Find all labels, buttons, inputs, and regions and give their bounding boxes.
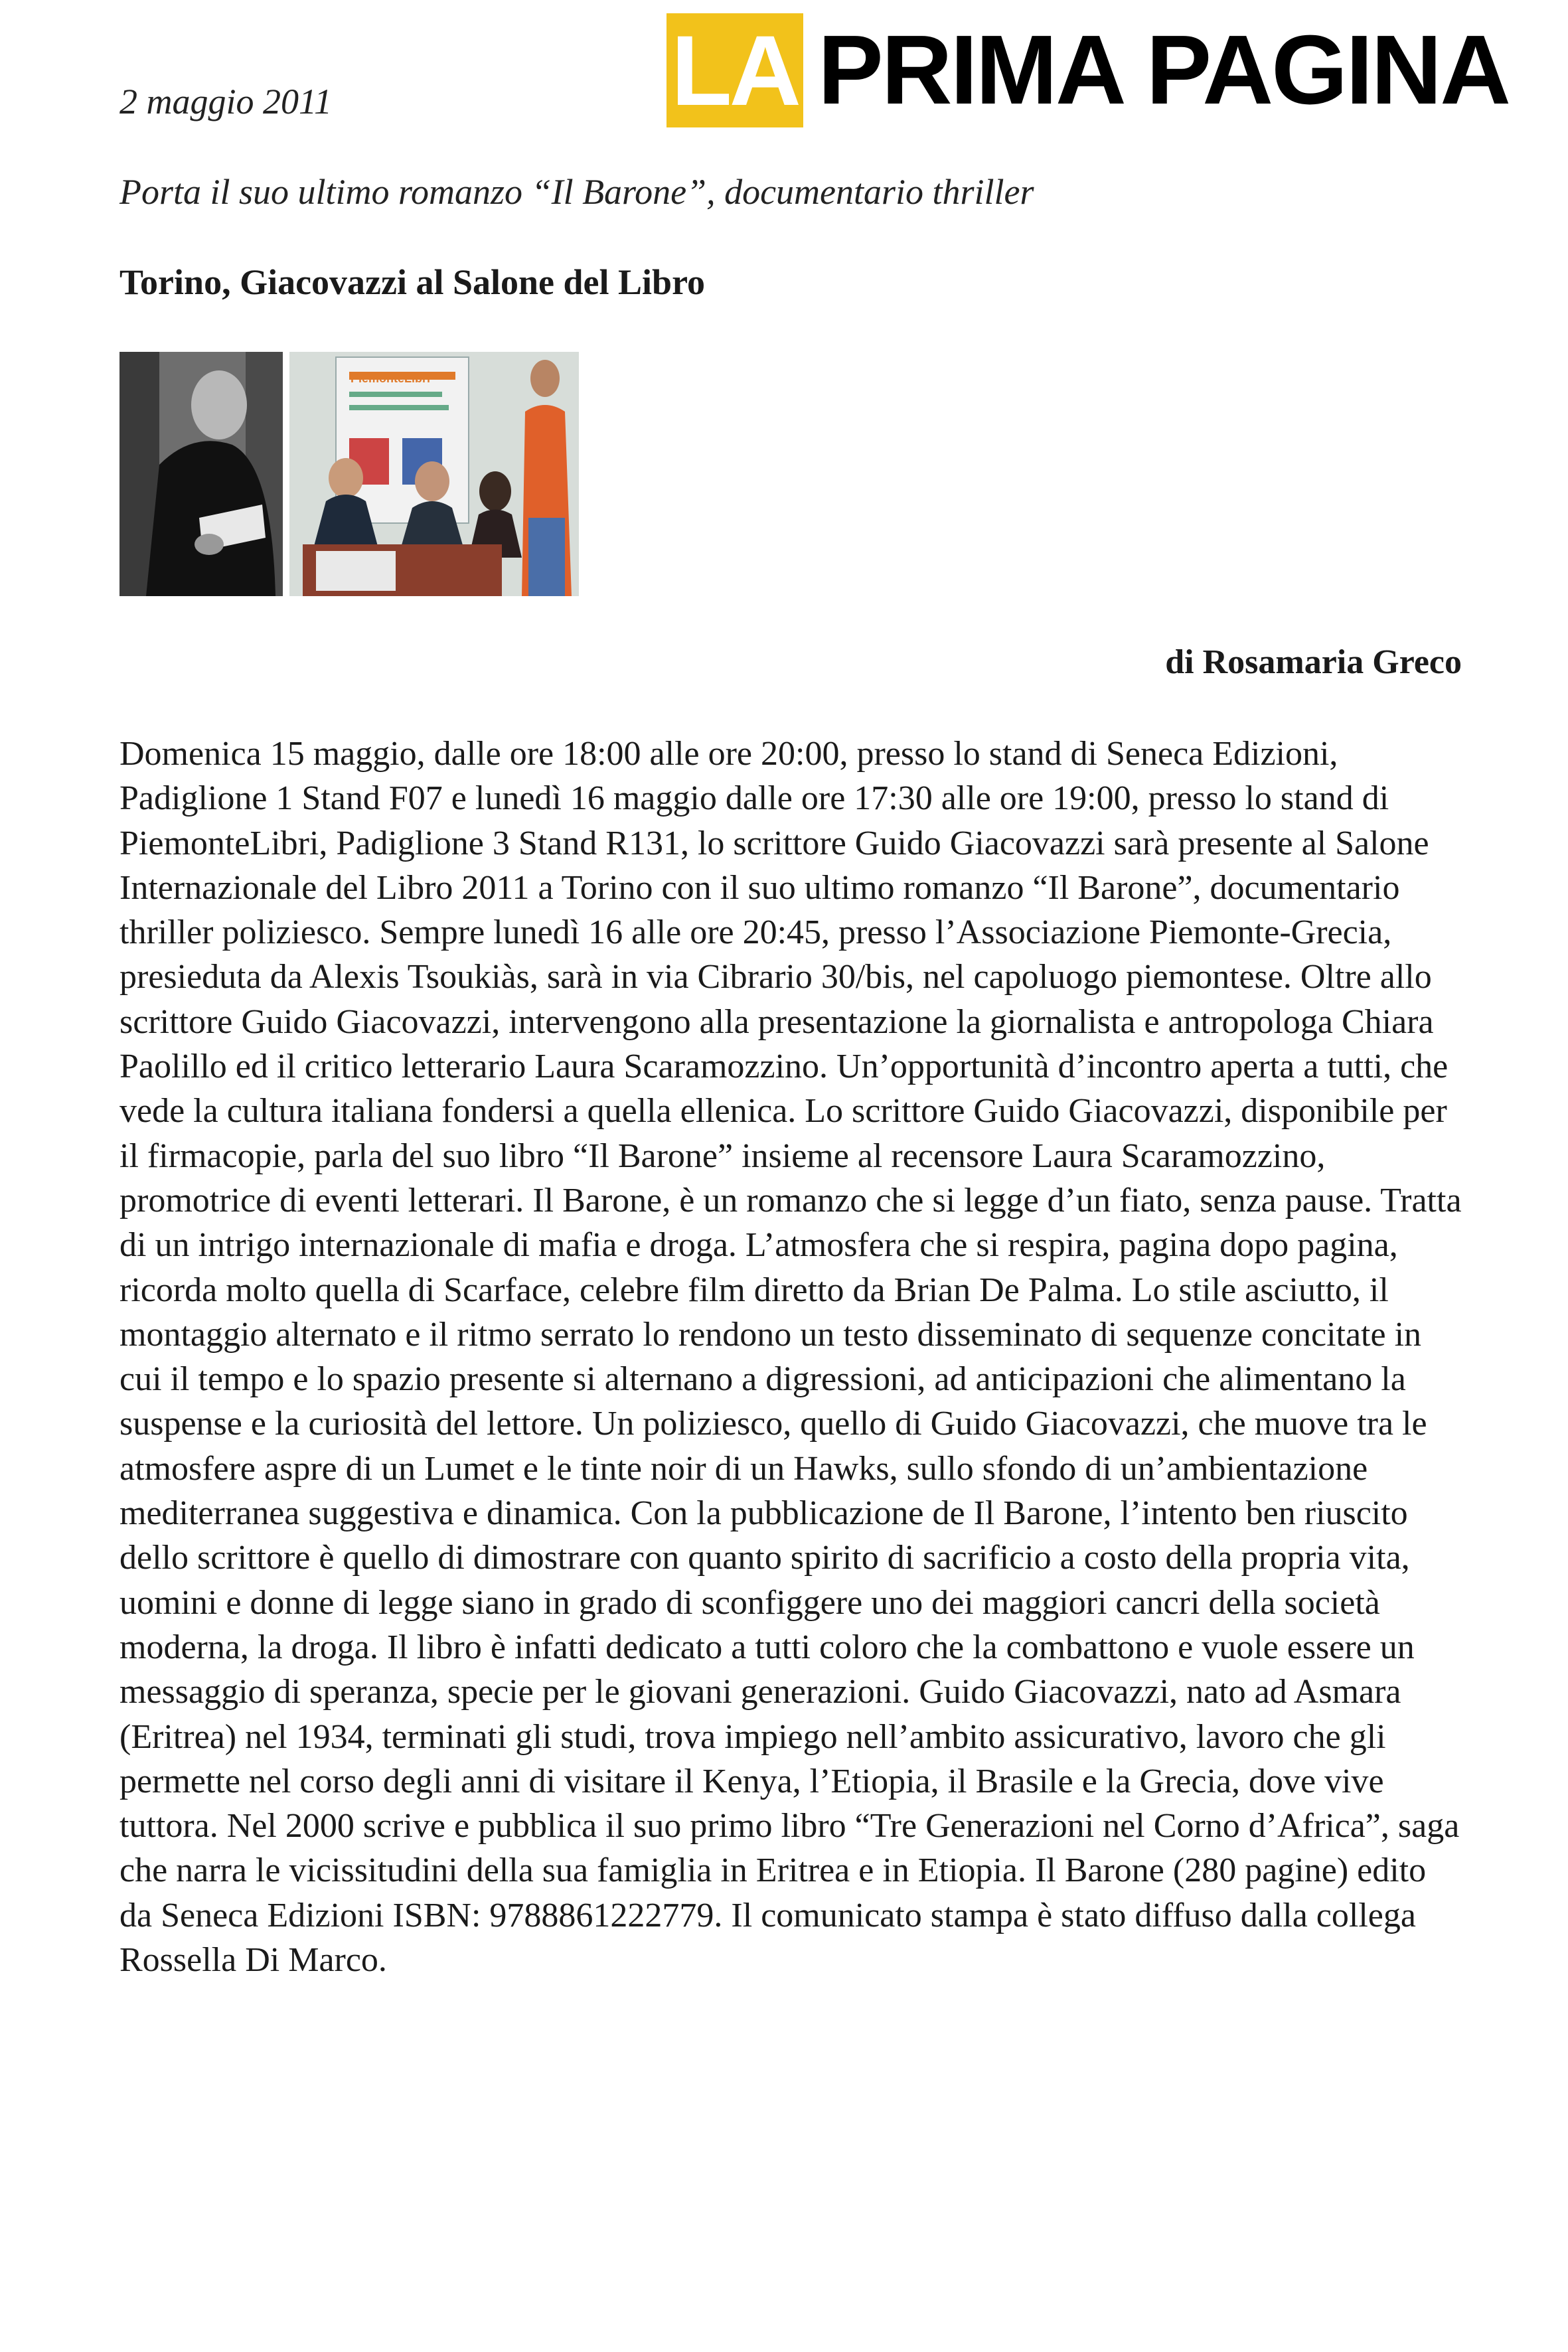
article-subtitle: Porta il suo ultimo romanzo “Il Barone”, documentario thriller bbox=[119, 172, 1034, 212]
photo-presentation-panel-image bbox=[289, 352, 579, 596]
article-headline: Torino, Giacovazzi al Salone del Libro bbox=[119, 262, 706, 302]
photo-author-reading bbox=[119, 352, 283, 596]
photo-strip bbox=[119, 352, 579, 596]
photo-presentation-panel bbox=[289, 352, 579, 596]
article-date: 2 maggio 2011 bbox=[119, 82, 332, 121]
masthead-logo bbox=[666, 13, 1509, 127]
article-byline: di Rosamaria Greco bbox=[1165, 643, 1462, 681]
photo-author-reading-image bbox=[119, 352, 283, 596]
masthead-la-box: LA bbox=[666, 13, 803, 127]
photo-banner-text: PiemonteLibri bbox=[351, 372, 431, 385]
article-body: Domenica 15 maggio, dalle ore 18:00 alle ore 20:00, presso lo stand di Seneca Edizioni, Padiglione 1 Stand F07 e lunedì 16 maggio dalle ore 17:30 alle ore 19:00, presso lo stand di PiemonteLibri, Padiglione 3 Stand R131, lo scrittore Guido Giacovazzi sarà presente al Salone Internazionale del Libro 2011 a Torino con il suo ultimo romanzo “Il Barone”, documentario thriller poliziesco. Sempre lunedì 16 alle ore 20:45, presso l’Associazione Piemonte-Grecia, presieduta da Alexis Tsoukiàs, sarà in via Cibrario 30/bis, nel capoluogo piemontese. Oltre allo scrittore Guido Giacovazzi, intervengono alla presentazione la giornalista e antropologa Chiara Paolillo ed il critico letterario Laura Scaramozzino. Un’opportunità d’incontro aperta a tutti, che vede la cultura italiana fondersi a quella ellenica. Lo scrittore Guido Giacovazzi, disponibile per il firmacopie, parla del suo libro “Il Barone” insieme al recensore Laura Scaramozzino, promotrice di eventi letterari. Il Barone, è un romanzo che si legge d’un fiato, senza pause. Tratta di un intrigo internazionale di mafia e droga. L’atmosfera che si respira, pagina dopo pagina, ricorda molto quella di Scarface, celebre film diretto da Brian De Palma. Lo stile asciutto, il montaggio alternato e il ritmo serrato lo rendono un testo disseminato di sequenze concitate in cui il tempo e lo spazio presente si alternano a digressioni, ad anticipazioni che alimentano la suspense e la curiosità del lettore. Un poliziesco, quello di Guido Giacovazzi, che muove tra le atmosfere aspre di un Lumet e le tinte noir di un Hawks, sullo sfondo di un’ambientazione mediterranea suggestiva e dinamica. Con la pubblicazione de Il Barone, l’intento ben riuscito dello scrittore è quello di dimostrare con quanto spirito di sacrificio a costo della propria vita, uomini e donne di legge siano in grado di sconfiggere uno dei maggiori cancri della società moderna, la droga. Il libro è infatti dedicato a tutti coloro che la combattono e vuole essere un messaggio di speranza, specie per le giovani generazioni. Guido Giacovazzi, nato ad Asmara (Eritrea) nel 1934, terminati gli studi, trova impiego nell’ambito assicurativo, lavoro che gli permette nel corso degli anni di visitare il Kenya, l’Etiopia, il Brasile e la Grecia, dove vive tuttora. Nel 2000 scrive e pubblica il suo primo libro “Tre Generazioni nel Corno d’Africa”, saga che narra le vicissitudini della sua famiglia in Eritrea e in Etiopia. Il Barone (280 pagine) edito da Seneca Edizioni ISBN: 9788861222779. Il comunicato stampa è stato diffuso dalla collega Rossella Di Marco. bbox=[119, 735, 1462, 1980]
masthead-name: PRIMA PAGINA bbox=[818, 15, 1510, 125]
